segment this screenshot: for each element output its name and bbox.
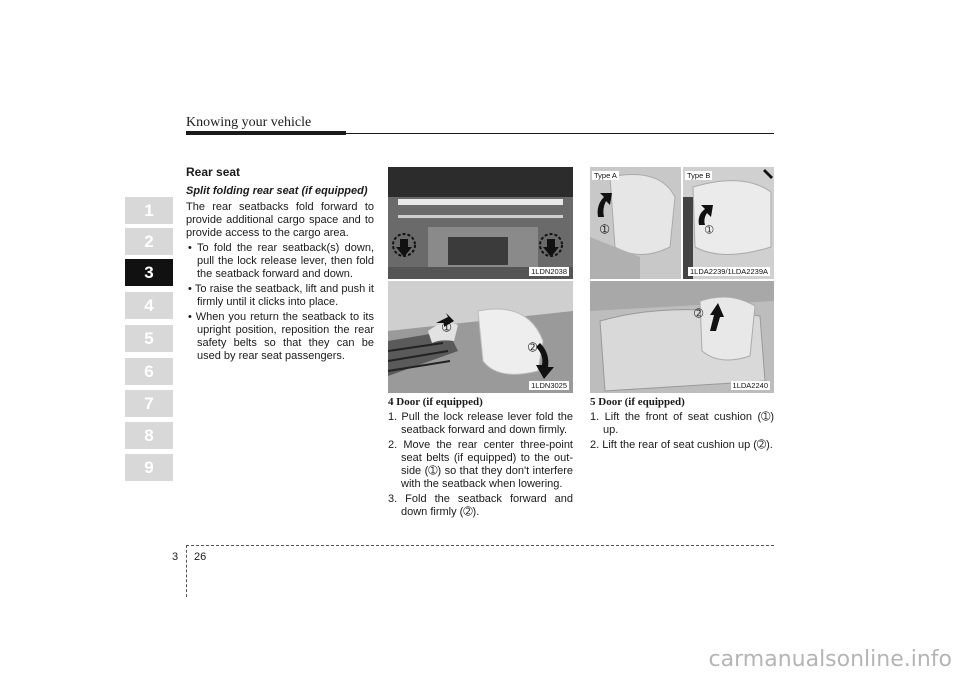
photo-type-a bbox=[590, 167, 681, 279]
running-header: Knowing your vehicle bbox=[186, 115, 312, 130]
chapter-tab-5[interactable]: 5 bbox=[125, 325, 173, 352]
right-text-column bbox=[590, 396, 774, 454]
bullet-return: • When you return the seatback to its upright position, reposition the rear safety belts so that they can be used by rear seat passengers. bbox=[188, 311, 374, 362]
chapter-tab-1[interactable]: 1 bbox=[125, 197, 173, 224]
chapter-tab-3-active[interactable]: 3 bbox=[125, 259, 173, 286]
step-4door-3: 3. Fold the seatback forward and down firmly (➁). bbox=[388, 493, 573, 518]
footer-dashed-rule bbox=[186, 545, 774, 546]
photo-code-top-right: 1LDA2239/1LDA2239A bbox=[690, 267, 768, 276]
step-4door-1: 1. Pull the lock release lever fold the seatback forward and down firmly. bbox=[388, 411, 573, 436]
type-b-label: Type B bbox=[687, 171, 711, 180]
chapter-tab-7[interactable]: 7 bbox=[125, 390, 173, 417]
bullet-raise: • To raise the seatback, lift and push it firmly until it clicks into place. bbox=[188, 283, 374, 308]
step-5door-2: 2. Lift the rear of seat cushion up (➁). bbox=[590, 439, 773, 451]
type-b-illustration bbox=[683, 167, 774, 279]
watermark-text: carmanualsonline.info bbox=[708, 647, 952, 672]
section-subtitle: Split folding rear seat (if equipped) bbox=[186, 185, 368, 197]
chapter-tab-6[interactable]: 6 bbox=[125, 358, 173, 385]
photo-trunk-levers bbox=[388, 167, 573, 279]
chapter-tab-8[interactable]: 8 bbox=[125, 422, 173, 449]
intro-paragraph: The rear seatbacks fold forward to provide additional cargo space and to provide access to the cargo area. bbox=[186, 201, 374, 239]
header-rule-thick bbox=[186, 131, 346, 135]
chapter-tab-9[interactable]: 9 bbox=[125, 454, 173, 481]
chapter-tab-4[interactable]: 4 bbox=[125, 292, 173, 319]
step-5door-1: 1. Lift the front of seat cushion (➀) up. bbox=[590, 411, 774, 436]
photo-code-bottom-left: 1LDN3025 bbox=[531, 381, 567, 390]
marker-1-type-b: ➀ bbox=[705, 225, 714, 236]
step-4door-2: 2. Move the rear center three-point seat belts (if equipped) to the out-side (➀) so that they don't interfere with the seatback when lowering. bbox=[388, 439, 573, 490]
photo-code-top-left: 1LDN2038 bbox=[531, 267, 567, 276]
photo-type-b bbox=[683, 167, 774, 279]
bullet-fold: • To fold the rear seatback(s) down, pull the lock release lever, then fold the seatback forward and down. bbox=[188, 242, 374, 280]
marker-1-seatback: ➀ bbox=[442, 322, 452, 334]
section-title: Rear seat bbox=[186, 165, 241, 179]
photo-seat-cushion bbox=[590, 281, 774, 393]
marker-2-seatback: ➁ bbox=[528, 342, 538, 354]
photo-seatback-fold bbox=[388, 281, 573, 393]
footer-vertical-rule bbox=[186, 545, 187, 597]
caption-5-door: 5 Door (if equipped) bbox=[590, 396, 685, 408]
footer-chapter-number: 3 bbox=[172, 551, 179, 563]
marker-2-cushion: ➁ bbox=[694, 308, 704, 320]
seatback-illustration bbox=[388, 281, 573, 393]
photo-code-bottom-right: 1LDA2240 bbox=[732, 381, 768, 390]
seat-cushion-illustration bbox=[590, 281, 774, 393]
marker-1-type-a: ➀ bbox=[600, 224, 610, 236]
middle-text-column bbox=[388, 396, 573, 521]
footer-page-number: 26 bbox=[194, 551, 207, 563]
type-a-label: Type A bbox=[594, 171, 617, 180]
trunk-illustration bbox=[388, 167, 573, 279]
left-text-column bbox=[186, 166, 374, 365]
header-rule-thin bbox=[346, 133, 774, 134]
caption-4-door: 4 Door (if equipped) bbox=[388, 396, 483, 408]
chapter-tab-2[interactable]: 2 bbox=[125, 228, 173, 255]
